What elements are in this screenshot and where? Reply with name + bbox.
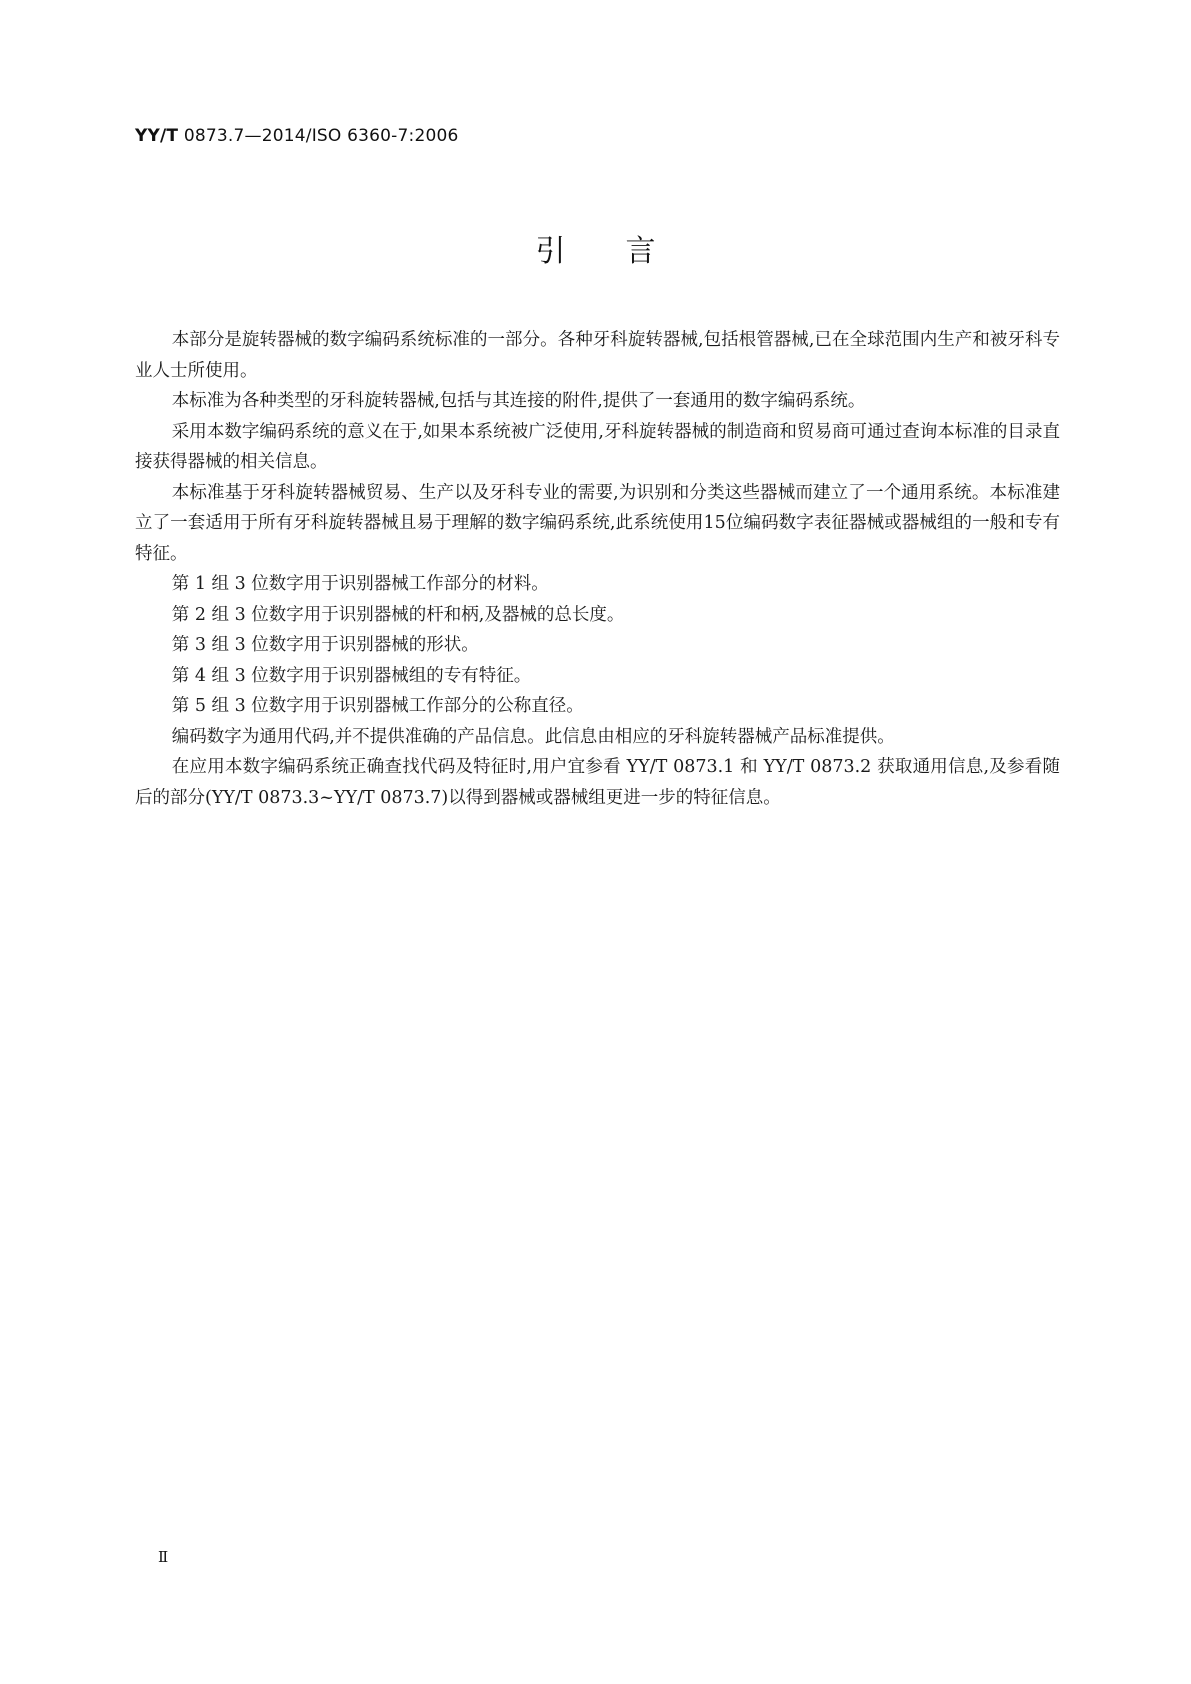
paragraph: 本部分是旋转器械的数字编码系统标准的一部分。各种牙科旋转器械,包括根管器械,已在全球范围内生产和被牙科专业人士所使用。 [135, 330, 1060, 381]
paragraph: 第 4 组 3 位数字用于识别器械组的专有特征。 [171, 665, 532, 686]
paragraph: 本标准为各种类型的牙科旋转器械,包括与其连接的附件,提供了一套通用的数字编码系统。 [171, 391, 866, 411]
paragraph: 在应用本数字编码系统正确查找代码及特征时,用户宜参看 YY/T 0873.1 和 YY/T 0873.2 获取通用信息,及参看随后的部分(YY/T 0873.3~YY/T 0873.7)以得到器械或器械组更进一步的特征信息。 [135, 757, 1060, 808]
paragraph: 编码数字为通用代码,并不提供准确的产品信息。此信息由相应的牙科旋转器械产品标准提供。 [171, 726, 895, 747]
section-title: 引言 [535, 234, 716, 269]
paragraph: 本标准基于牙科旋转器械贸易、生产以及牙科专业的需要,为识别和分类这些器械而建立了一个通用系统。本标准建立了一套适用于所有牙科旋转器械且易于理解的数字编码系统,此系统使用15位编码数字表征器械或器械组的一般和专有特征。 [135, 482, 1060, 564]
standard-number-rest: 0873.7—2014/ISO 6360-7:2006 [178, 126, 459, 146]
standard-code: YY/T [135, 126, 179, 146]
standard-number-header [135, 126, 459, 146]
introduction-body [135, 325, 1060, 813]
paragraph: 采用本数字编码系统的意义在于,如果本系统被广泛使用,牙科旋转器械的制造商和贸易商可通过查询本标准的目录直接获得器械的相关信息。 [135, 421, 1060, 472]
paragraph: 第 2 组 3 位数字用于识别器械的杆和柄,及器械的总长度。 [171, 604, 625, 625]
paragraph: 第 3 组 3 位数字用于识别器械的形状。 [171, 635, 479, 655]
paragraph: 第 5 组 3 位数字用于识别器械工作部分的公称直径。 [171, 696, 584, 716]
page-number: Ⅱ [158, 1548, 169, 1566]
paragraph: 第 1 组 3 位数字用于识别器械工作部分的材料。 [171, 574, 549, 594]
